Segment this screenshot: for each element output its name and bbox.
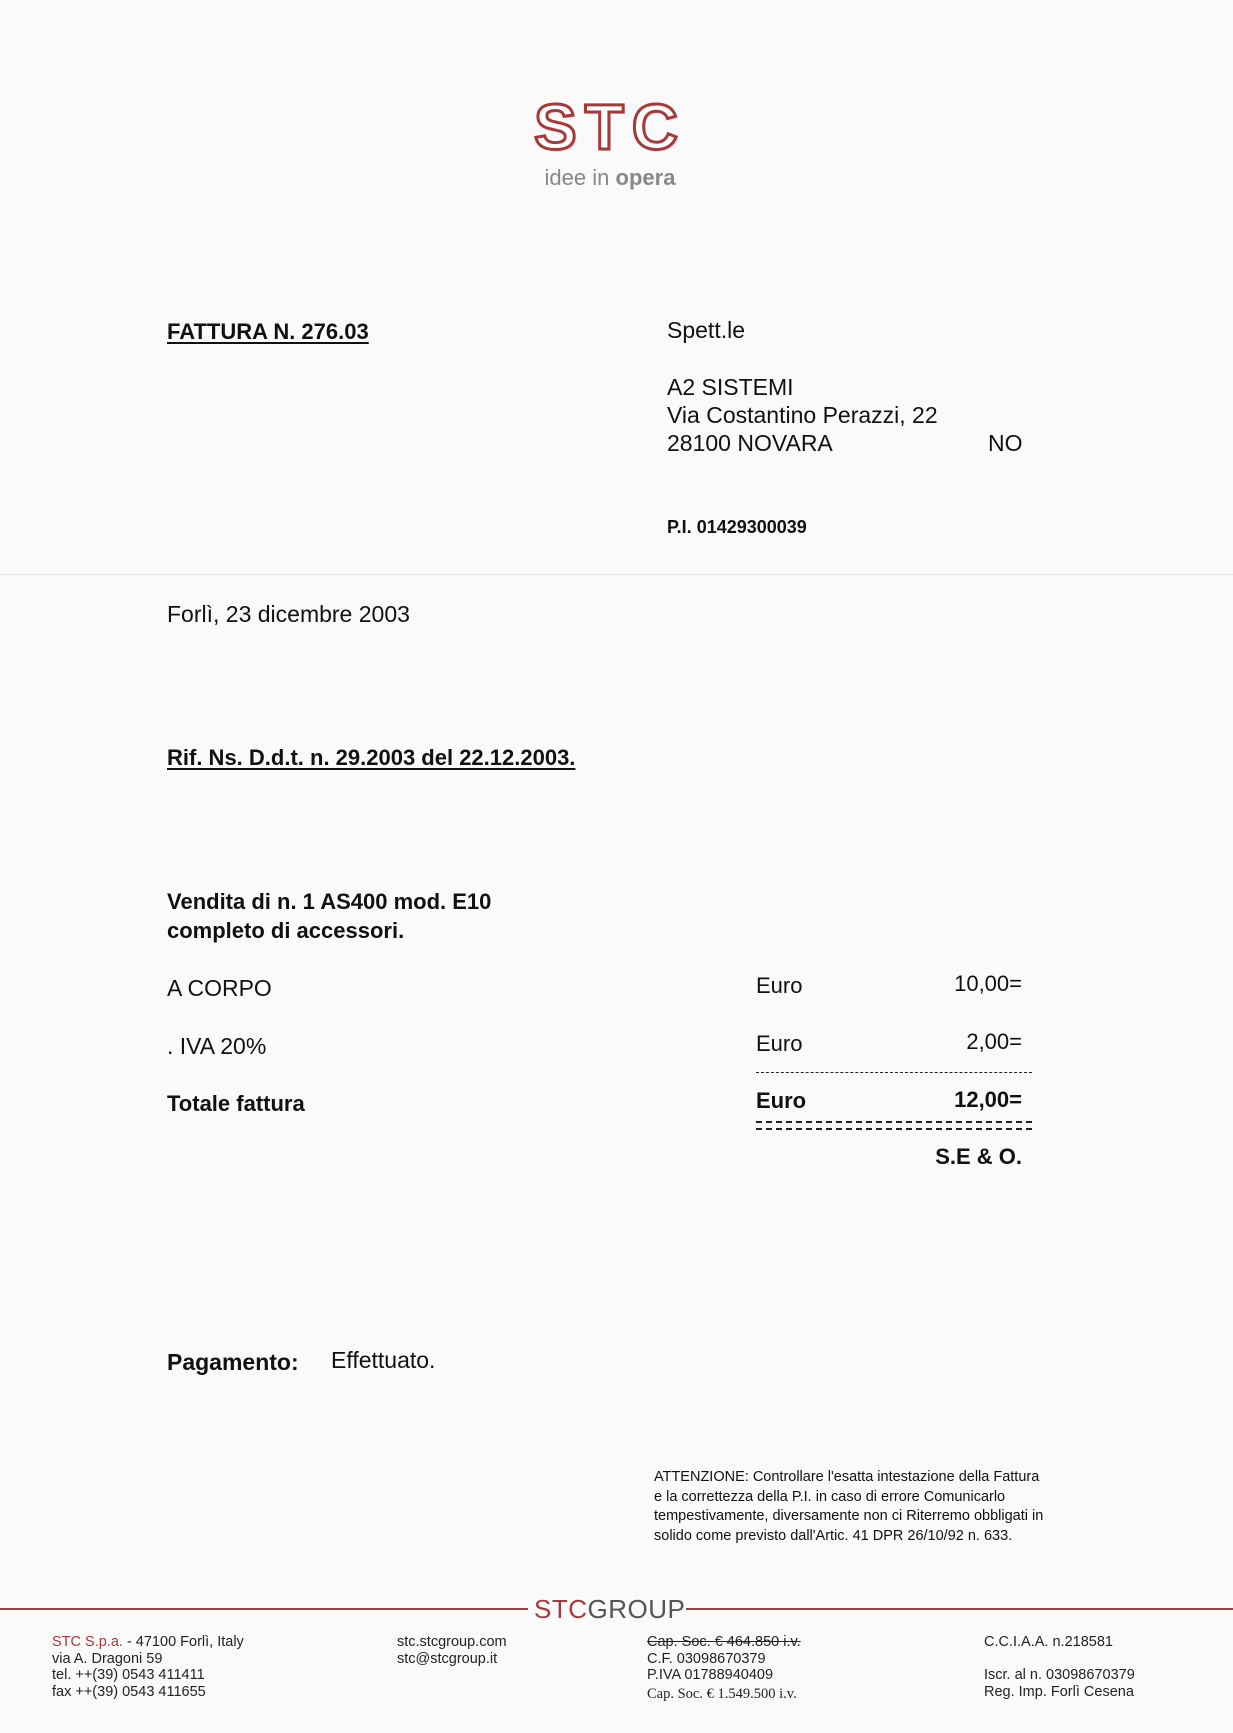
recipient-city: 28100 NOVARA [667, 430, 833, 456]
footer-street: via A. Dragoni 59 [52, 1650, 163, 1667]
company-logo [480, 91, 740, 191]
recipient-company: A2 SISTEMI [667, 374, 794, 400]
footer-company-line [52, 1634, 244, 1651]
invoice-title: FATTURA N. 276.03 [167, 319, 369, 344]
footer-website: stc.stcgroup.com [397, 1634, 507, 1650]
footer-rule-right [686, 1608, 1233, 1610]
line-item-label: A CORPO [167, 975, 272, 1001]
paper-fold-line [0, 574, 1233, 575]
recipient-salutation: Spett.le [667, 317, 745, 343]
logo-tagline [480, 165, 740, 191]
payment-label: Pagamento: [167, 1349, 299, 1375]
footer-registry-column [984, 1634, 1135, 1700]
footer-old-capital: Cap. Soc. € 464.850 i.v. [647, 1634, 801, 1650]
description-line-1: Vendita di n. 1 AS400 mod. E10 [167, 889, 492, 914]
total-currency: Euro [756, 1088, 807, 1113]
total-label: Totale fattura [167, 1091, 305, 1116]
delivery-reference: Rif. Ns. D.d.t. n. 29.2003 del 22.12.2003. [167, 745, 576, 770]
recipient-vat: P.I. 01429300039 [667, 517, 807, 537]
footer-fiscal-column [647, 1634, 801, 1702]
footer-rule-left [0, 1608, 528, 1610]
group-logo-stc: STC [534, 1594, 588, 1624]
recipient-province: NO [988, 430, 1023, 456]
recipient-street: Via Costantino Perazzi, 22 [667, 402, 938, 428]
vat-line-amount: 2,00= [966, 1029, 1022, 1054]
place-date: Forlì, 23 dicembre 2003 [167, 601, 410, 627]
stcgroup-logo [534, 1594, 685, 1625]
vat-line-label: . IVA 20% [167, 1033, 267, 1059]
footer-reg-imp: Reg. Imp. Forlì Cesena [984, 1683, 1134, 1700]
footer-capital-stamp: Cap. Soc. € 1.549.500 i.v. [647, 1685, 797, 1702]
footer-tel: tel. ++(39) 0543 411411 [52, 1667, 205, 1683]
footer-iscr: Iscr. al n. 03098670379 [984, 1667, 1135, 1683]
tagline-bold: opera [615, 165, 676, 190]
footer-email: stc@stcgroup.it [397, 1650, 498, 1667]
vat-line-currency: Euro [756, 1031, 803, 1056]
payment-value: Effettuato. [331, 1347, 436, 1373]
logo-text: STC [534, 91, 686, 163]
footer-company-name: STC S.p.a. [52, 1634, 123, 1650]
line-item-amount: 10,00= [954, 971, 1022, 996]
footer-piva: P.IVA 01788940409 [647, 1667, 774, 1683]
total-double-rule [756, 1121, 1032, 1130]
line-item-currency: Euro [756, 973, 803, 998]
footer-contact-column [397, 1634, 507, 1667]
attention-notice: ATTENZIONE: Controllare l'esatta intestazione della Fattura e la correttezza della P.I. in caso di errore Comunicarlo tempestivamente, diversamente non ci Riterremo obbligati in solido come previsto dall'Artic. 41 DPR 26/10/92 n. 633. [654, 1469, 1044, 1544]
errors-omissions-note: S.E & O. [935, 1144, 1022, 1169]
footer-address-column [52, 1634, 244, 1700]
footer-company-city: - 47100 Forlì, Italy [122, 1634, 244, 1650]
footer-cf: C.F. 03098670379 [647, 1650, 766, 1667]
tagline-light: idee in [544, 165, 610, 190]
group-logo-name: GROUP [587, 1594, 686, 1624]
footer-fax: fax ++(39) 0543 411655 [52, 1683, 206, 1700]
total-amount: 12,00= [954, 1087, 1022, 1112]
footer-cciaa: C.C.I.A.A. n.218581 [984, 1634, 1113, 1650]
description-line-2: completo di accessori. [167, 918, 405, 943]
subtotal-rule [756, 1072, 1032, 1073]
